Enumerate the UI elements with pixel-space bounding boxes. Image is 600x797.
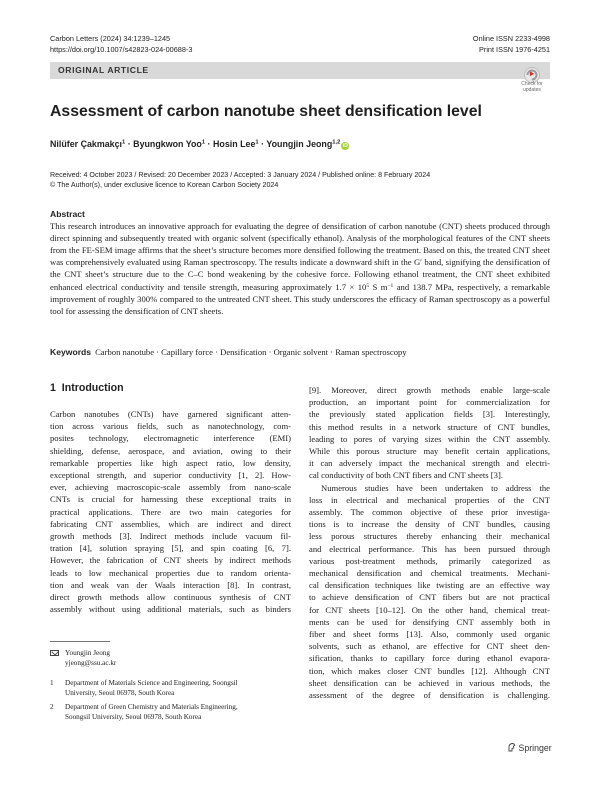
body-line: While this porous structure may benefit certain applications, (309, 446, 550, 457)
body-line: tion, which makes closer CNT bundles [12]. Although CNT (309, 665, 550, 676)
author-name[interactable]: Hosin Lee (212, 139, 256, 149)
body-line: fabricating CNT assemblies, which are indirect and direct (50, 518, 291, 529)
body-line: exceptional strength, and superior conductivity [1, 2]. How- (50, 470, 291, 481)
body-line: tion and weak van der Waals interaction [8]. In contrast, (50, 579, 291, 590)
body-line: assembly. The common objective of these prior investiga- (309, 507, 550, 518)
body-line: practical applications. There are two main categories for (50, 506, 291, 517)
keywords-label: Keywords (50, 347, 92, 357)
body-line: to achieve densification of CNT fibers but are not practical (309, 592, 550, 603)
author-name[interactable]: Byungkwon Yoo (133, 139, 202, 149)
body-line: tions is to increase the density of CNT bundles, causing (309, 519, 550, 530)
abstract-text: This research introduces an innovative approach for evaluating the degree of densification of carbon nanotube (CNT) sheets produced through direct spinning and subsequently treated with organic solvent (specifically ethanol). Analysis of the morphological features of the CNT sheets from the FE-SEM image affirms that the sheet’s structure becomes more densified following the treatment. Based on this, the treated CNT sheet was comprehensively evaluated using Raman spectroscopy. The results indicate a downward shift in the G′ band, signifying the densification of the CNT sheet’s structure due to the C–C bond weakening by the cohesive force. Following ethanol treatment, the CNT sheet exhibited enhanced electrical conductivity and tensile strength, measuring approximately $1.7 \times 10^5$ S $m^{-1}$ and 138.7 MPa, respectively, a remarkable improvement of roughly 300% compared to the untreated CNT sheet. This study underscores the efficacy of Raman spectroscopy as a powerful tool for assessing the densification of CNT sheets. (50, 221, 550, 317)
body-line: remarkable properties like high aspect ratio, low density, (50, 457, 291, 468)
body-line: shielding, defense, aerospace, and aviation, owing to their (50, 445, 291, 456)
article-title: Assessment of carbon nanotube sheet densification level (50, 103, 482, 120)
body-line: less porous structures thereby enhancing their mechanical (309, 531, 550, 542)
body-line: growth methods [3]. Indirect methods include vacuum fil- (50, 531, 291, 542)
author-affiliation: 1,2 (332, 139, 341, 146)
article-type: ORIGINAL ARTICLE (58, 65, 149, 75)
body-line: sheet densification can be achieved in various methods, the (309, 677, 550, 688)
right-column (309, 384, 550, 701)
section-title: Introduction (61, 382, 124, 394)
body-line: cal densification techniques like twisting are an effective way (309, 580, 550, 591)
author-separator: · (125, 139, 134, 149)
body-line: tion across various fields, such as nanotechnology, com- (50, 421, 291, 432)
body-line: assembly without using additional materials, such as binders (50, 604, 291, 615)
corresponding-email[interactable]: yjeong@ssu.ac.kr (65, 659, 117, 667)
running-header-right (473, 34, 550, 55)
body-line: [9]. Moreover, direct growth methods enable large-scale (309, 385, 550, 395)
body-line: ever, achieving macroscopic-scale assembly from nano-scale (50, 482, 291, 493)
check-for-updates-label[interactable]: Check for updates (521, 81, 543, 93)
orcid-icon[interactable]: iD (342, 143, 348, 149)
print-issn: Print ISSN 1976-4251 (479, 44, 550, 54)
body-line: leads to low mechanical properties due to random orienta- (50, 567, 291, 578)
left-column (50, 408, 291, 615)
publication-dates (50, 170, 430, 191)
footnote-rule (50, 641, 110, 642)
author-list (50, 139, 349, 150)
author-separator: · (258, 139, 267, 149)
date-history: Received: 4 October 2023 / Revised: 20 December 2023 / Accepted: 3 January 2024 / Published online: 8 February 2024 (50, 171, 431, 179)
body-line: cal conductivity of both CNT fibers and CNT sheets [3]. (309, 470, 503, 481)
body-line: tration [4], solution spraying [5], and spin coating [6, 7]. (50, 543, 291, 554)
author-separator: · (205, 139, 213, 149)
body-line: it can adversely impact the mechanical strength and electri- (309, 458, 550, 469)
publisher-logo (507, 742, 552, 753)
author-name[interactable]: Nilüfer Çakmakçı (50, 139, 123, 149)
article-type-banner (50, 62, 550, 79)
section-number: 1 (50, 382, 56, 394)
keywords (50, 347, 407, 357)
body-line: for CNT sheets [10–12]. On the other hand, chemical treat- (309, 604, 550, 615)
body-line: mechanical densification and chemical treatments. Mechani- (309, 568, 550, 579)
body-line: this method results in a network structure of CNT bundles, (309, 421, 550, 432)
author-name[interactable]: Youngjin Jeong (266, 139, 333, 149)
body-line: posites technology, electromagnetic interference (EMI) (50, 433, 291, 444)
keywords-list: Carbon nanotube · Capillary force · Densification · Organic solvent · Raman spectroscopy (95, 347, 407, 357)
section-heading (50, 382, 124, 394)
body-line: fiber and sheet forms [13]. Also, commonly used organic (309, 629, 550, 640)
body-line: and electrical performance. This has been pursued through (309, 543, 550, 554)
corresponding-author (50, 648, 290, 668)
body-line: assessment of the degree of densification is challenging. (309, 690, 550, 701)
journal-citation: Carbon Letters (2024) 34:1239–1245 (50, 34, 171, 43)
corresponding-name: Youngjin Jeong (65, 649, 110, 657)
body-line: production, an important point for commercialization for (309, 397, 550, 408)
author-affiliation: 1 (255, 139, 259, 146)
copyright-line: © The Author(s), under exclusive licence to Korean Carbon Society 2024 (50, 181, 279, 190)
body-line: leading to pores of varying sizes within the CNT assembly. (309, 433, 550, 444)
doi-link[interactable]: https://doi.org/10.1007/s42823-024-00688-3 (50, 44, 193, 54)
body-line: ments can be used for densifying CNT assembly both in (309, 616, 550, 627)
envelope-icon[interactable] (50, 650, 59, 656)
body-line: various post-treatment methods, primarily categorized as (309, 555, 550, 566)
running-header-left (50, 34, 192, 55)
online-issn: Online ISSN 2233-4998 (472, 34, 550, 43)
affiliation-2: 2 Department of Green Chemistry and Materials Engineering, Soongsil University, Seoul 06978, South Korea (50, 703, 238, 721)
body-line: Carbon nanotubes (CNTs) have garnered significant atten- (50, 409, 291, 419)
affiliation-1: 1 Department of Materials Science and Engineering, Soongsil University, Seoul 06978, South Korea (50, 679, 238, 697)
body-line: the previously stated application fields [3]. Interestingly, (309, 409, 550, 420)
author-affiliation: 1 (201, 139, 206, 146)
body-line: However, the fabrication of CNT sheets by indirect methods (50, 555, 291, 566)
body-line: Numerous studies have been undertaken to address the (321, 482, 550, 493)
abstract-heading: Abstract (50, 209, 85, 219)
springer-horse-icon (507, 742, 516, 752)
author-affiliation: 1 (122, 139, 126, 146)
body-line: loss in electrical and mechanical properties of the CNT (309, 494, 550, 505)
publisher-name: Springer (518, 743, 552, 753)
affiliation-mark: 2 (50, 703, 54, 711)
body-line: sification, thanks to capillary force during ethanol evapora- (309, 653, 550, 664)
body-line: solvents, such as ethanol, are effective for CNT sheet den- (309, 641, 550, 652)
body-line: CNTs is crucial for harnessing these exceptional traits in (50, 494, 291, 505)
affiliation-mark: 1 (50, 679, 54, 687)
body-line: direct growth methods allow continuous synthesis of CNT (50, 592, 291, 603)
